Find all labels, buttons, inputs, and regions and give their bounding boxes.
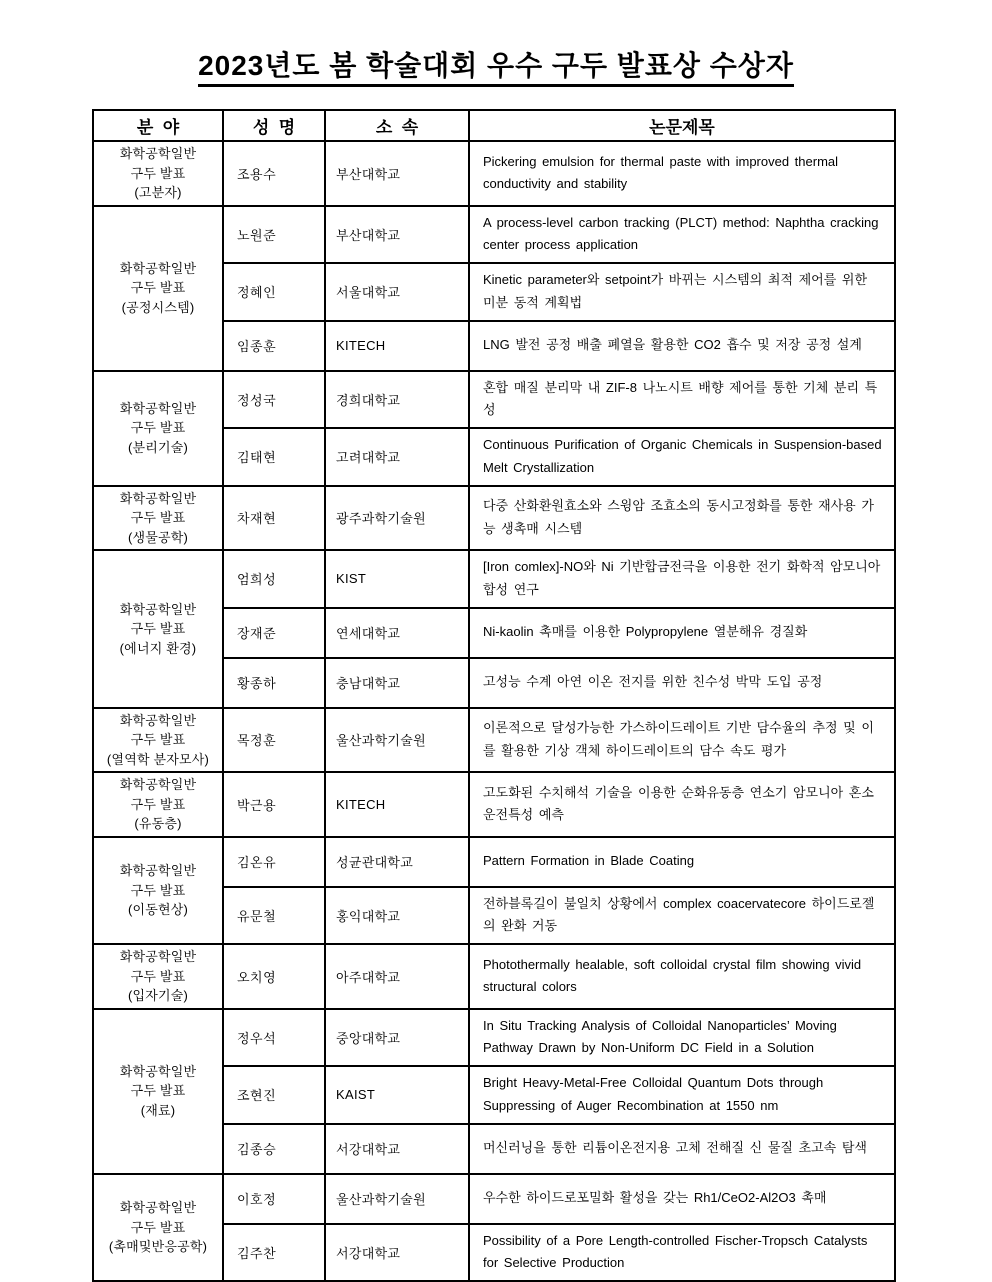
affiliation-cell: KIST — [325, 550, 469, 608]
column-header-name: 성 명 — [223, 110, 325, 141]
affiliation-cell: 중앙대학교 — [325, 1009, 469, 1067]
name-cell: 박근용 — [223, 772, 325, 837]
paper-title-cell: Kinetic parameter와 setpoint가 바뀌는 시스템의 최적 제어를 위한 미분 동적 계획법 — [469, 263, 895, 321]
paper-title-cell: 고성능 수계 아연 이온 전지를 위한 친수성 박막 도입 공정 — [469, 658, 895, 708]
field-cell — [93, 141, 223, 206]
name-cell: 유문철 — [223, 887, 325, 945]
field-line: (입자기술) — [127, 988, 189, 1003]
field-cell — [93, 708, 223, 773]
field-cell — [93, 486, 223, 551]
field-cell — [93, 1174, 223, 1282]
page-title-text: 2023년도 봄 학술대회 우수 구두 발표상 수상자 — [198, 50, 794, 87]
affiliation-cell: 서강대학교 — [325, 1224, 469, 1282]
paper-title-cell: 고도화된 수치해석 기술을 이용한 순화유동층 연소기 암모니아 혼소 운전특성 예측 — [469, 772, 895, 837]
table-row — [93, 944, 895, 1009]
field-line: 구두 발표 — [130, 165, 186, 181]
table-header — [93, 110, 895, 141]
name-cell: 차재현 — [223, 486, 325, 551]
field-line: 구두 발표 — [130, 732, 186, 747]
table-row — [93, 1174, 895, 1224]
affiliation-cell: 울산과학기술원 — [325, 708, 469, 773]
field-line: 화학공학일반 — [119, 949, 197, 964]
table-body — [93, 141, 895, 1281]
paper-title-cell: Ni-kaolin 촉매를 이용한 Polypropylene 열분해유 경질화 — [469, 608, 895, 658]
name-cell: 엄희성 — [223, 550, 325, 608]
column-header-paper-title: 논문제목 — [469, 110, 895, 141]
field-line: 화학공학일반 — [119, 601, 197, 617]
table-row — [93, 708, 895, 773]
field-line: 구두 발표 — [130, 280, 186, 296]
paper-title-cell: 혼합 매질 분리막 내 ZIF-8 나노시트 배향 제어를 통한 기체 분리 특성 — [469, 371, 895, 429]
paper-title-cell: 우수한 하이드로포밀화 활성을 갖는 Rh1/CeO2-Al2O3 촉매 — [469, 1174, 895, 1224]
field-line: (열역학 분자모사) — [106, 751, 210, 767]
field-line: 화학공학일반 — [119, 1063, 197, 1079]
field-cell — [93, 944, 223, 1009]
affiliation-cell: KAIST — [325, 1066, 469, 1124]
affiliation-cell: 서울대학교 — [325, 263, 469, 321]
field-line: (재료) — [140, 1102, 176, 1118]
field-cell — [93, 1009, 223, 1174]
affiliation-cell: 부산대학교 — [325, 141, 469, 206]
field-line: 화학공학일반 — [119, 712, 197, 728]
field-line: (생물공학) — [127, 529, 189, 545]
field-cell — [93, 837, 223, 945]
name-cell: 조용수 — [223, 141, 325, 206]
name-cell: 노원준 — [223, 206, 325, 264]
field-line: 구두 발표 — [130, 1219, 186, 1235]
name-cell: 목정훈 — [223, 708, 325, 773]
name-cell: 정성국 — [223, 371, 325, 429]
awards-table — [92, 109, 896, 1282]
field-line: (에너지 환경) — [119, 640, 197, 656]
table-row — [93, 141, 895, 206]
column-header-affiliation: 소 속 — [325, 110, 469, 141]
name-cell: 정우석 — [223, 1009, 325, 1067]
paper-title-cell: Photothermally healable, soft colloidal crystal film showing vivid structural colors — [469, 944, 895, 1009]
name-cell: 조현진 — [223, 1066, 325, 1124]
paper-title-cell: Possibility of a Pore Length-controlled Fischer-Tropsch Catalysts for Selective Production — [469, 1224, 895, 1282]
affiliation-cell: KITECH — [325, 321, 469, 371]
affiliation-cell: 경희대학교 — [325, 371, 469, 429]
field-cell — [93, 772, 223, 837]
name-cell: 김태현 — [223, 428, 325, 486]
column-header-field: 분 야 — [93, 110, 223, 141]
name-cell: 김온유 — [223, 837, 325, 887]
field-line: 구두 발표 — [130, 420, 186, 436]
name-cell: 황종하 — [223, 658, 325, 708]
affiliation-cell: 성균관대학교 — [325, 837, 469, 887]
affiliation-cell: KITECH — [325, 772, 469, 837]
paper-title-cell: 전하블록길이 불일치 상황에서 complex coacervatecore 하이드로젤의 완화 거동 — [469, 887, 895, 945]
paper-title-cell: Continuous Purification of Organic Chemicals in Suspension-based Melt Crystallization — [469, 428, 895, 486]
field-line: 구두 발표 — [130, 621, 186, 636]
affiliation-cell: 홍익대학교 — [325, 887, 469, 945]
field-line: 화학공학일반 — [119, 777, 197, 792]
field-cell — [93, 550, 223, 708]
name-cell: 김종승 — [223, 1124, 325, 1174]
paper-title-cell: LNG 발전 공정 배출 폐열을 활용한 CO2 흡수 및 저장 공정 설계 — [469, 321, 895, 371]
paper-title-cell: A process-level carbon tracking (PLCT) method: Naphtha cracking center process application — [469, 206, 895, 264]
field-line: (공정시스템) — [121, 299, 195, 315]
field-line: (촉매및반응공학) — [108, 1239, 208, 1254]
table-row — [93, 206, 895, 264]
table-row — [93, 371, 895, 429]
paper-title-cell: 다중 산화환원효소와 스윙암 조효소의 동시고정화를 통한 재사용 가능 생촉매 시스템 — [469, 486, 895, 551]
affiliation-cell: 연세대학교 — [325, 608, 469, 658]
field-line: (분리기술) — [127, 439, 189, 455]
paper-title-cell: In Situ Tracking Analysis of Colloidal Nanoparticles’ Moving Pathway Drawn by Non-Uniform DC Field in a Solution — [469, 1009, 895, 1067]
affiliation-cell: 고려대학교 — [325, 428, 469, 486]
affiliation-cell: 서강대학교 — [325, 1124, 469, 1174]
table-row — [93, 550, 895, 608]
page-title — [0, 0, 992, 84]
name-cell: 장재준 — [223, 608, 325, 658]
field-line: 화학공학일반 — [119, 146, 197, 161]
paper-title-cell: 이론적으로 달성가능한 가스하이드레이트 기반 담수율의 추정 및 이를 활용한 기상 객체 하이드레이트의 담수 속도 평가 — [469, 708, 895, 773]
affiliation-cell: 광주과학기술원 — [325, 486, 469, 551]
field-line: (고분자) — [134, 185, 182, 200]
paper-title-cell: 머신러닝을 통한 리튬이온전지용 고체 전해질 신 물질 초고속 탐색 — [469, 1124, 895, 1174]
paper-title-cell: Bright Heavy-Metal-Free Colloidal Quantum Dots through Suppressing of Auger Recombination at 1550 nm — [469, 1066, 895, 1124]
affiliation-cell: 아주대학교 — [325, 944, 469, 1009]
table-row — [93, 1009, 895, 1067]
field-line: 화학공학일반 — [119, 490, 197, 506]
field-line: (유동층) — [134, 816, 182, 831]
name-cell: 김주찬 — [223, 1224, 325, 1282]
field-line: 화학공학일반 — [119, 1200, 197, 1215]
field-cell — [93, 371, 223, 486]
table-row — [93, 772, 895, 837]
field-line: 화학공학일반 — [119, 400, 197, 416]
field-cell — [93, 206, 223, 371]
table-row — [93, 486, 895, 551]
affiliation-cell: 부산대학교 — [325, 206, 469, 264]
field-line: 화학공학일반 — [119, 863, 197, 878]
paper-title-cell: Pattern Formation in Blade Coating — [469, 837, 895, 887]
paper-title-cell: Pickering emulsion for thermal paste with improved thermal conductivity and stability — [469, 141, 895, 206]
affiliation-cell: 울산과학기술원 — [325, 1174, 469, 1224]
name-cell: 이호정 — [223, 1174, 325, 1224]
field-line: 구두 발표 — [130, 968, 186, 984]
table-row — [93, 837, 895, 887]
affiliation-cell: 충남대학교 — [325, 658, 469, 708]
field-line: (이동현상) — [127, 902, 189, 917]
field-line: 구두 발표 — [130, 510, 186, 525]
field-line: 구두 발표 — [130, 796, 186, 812]
name-cell: 정혜인 — [223, 263, 325, 321]
field-line: 화학공학일반 — [119, 260, 197, 276]
field-line: 구두 발표 — [130, 1083, 186, 1099]
paper-title-cell: [Iron comlex]-NO와 Ni 기반합금전극을 이용한 전기 화학적 암모니아 합성 연구 — [469, 550, 895, 608]
header-row — [93, 110, 895, 141]
field-line: 구두 발표 — [130, 882, 186, 898]
name-cell: 임종훈 — [223, 321, 325, 371]
name-cell: 오치영 — [223, 944, 325, 1009]
